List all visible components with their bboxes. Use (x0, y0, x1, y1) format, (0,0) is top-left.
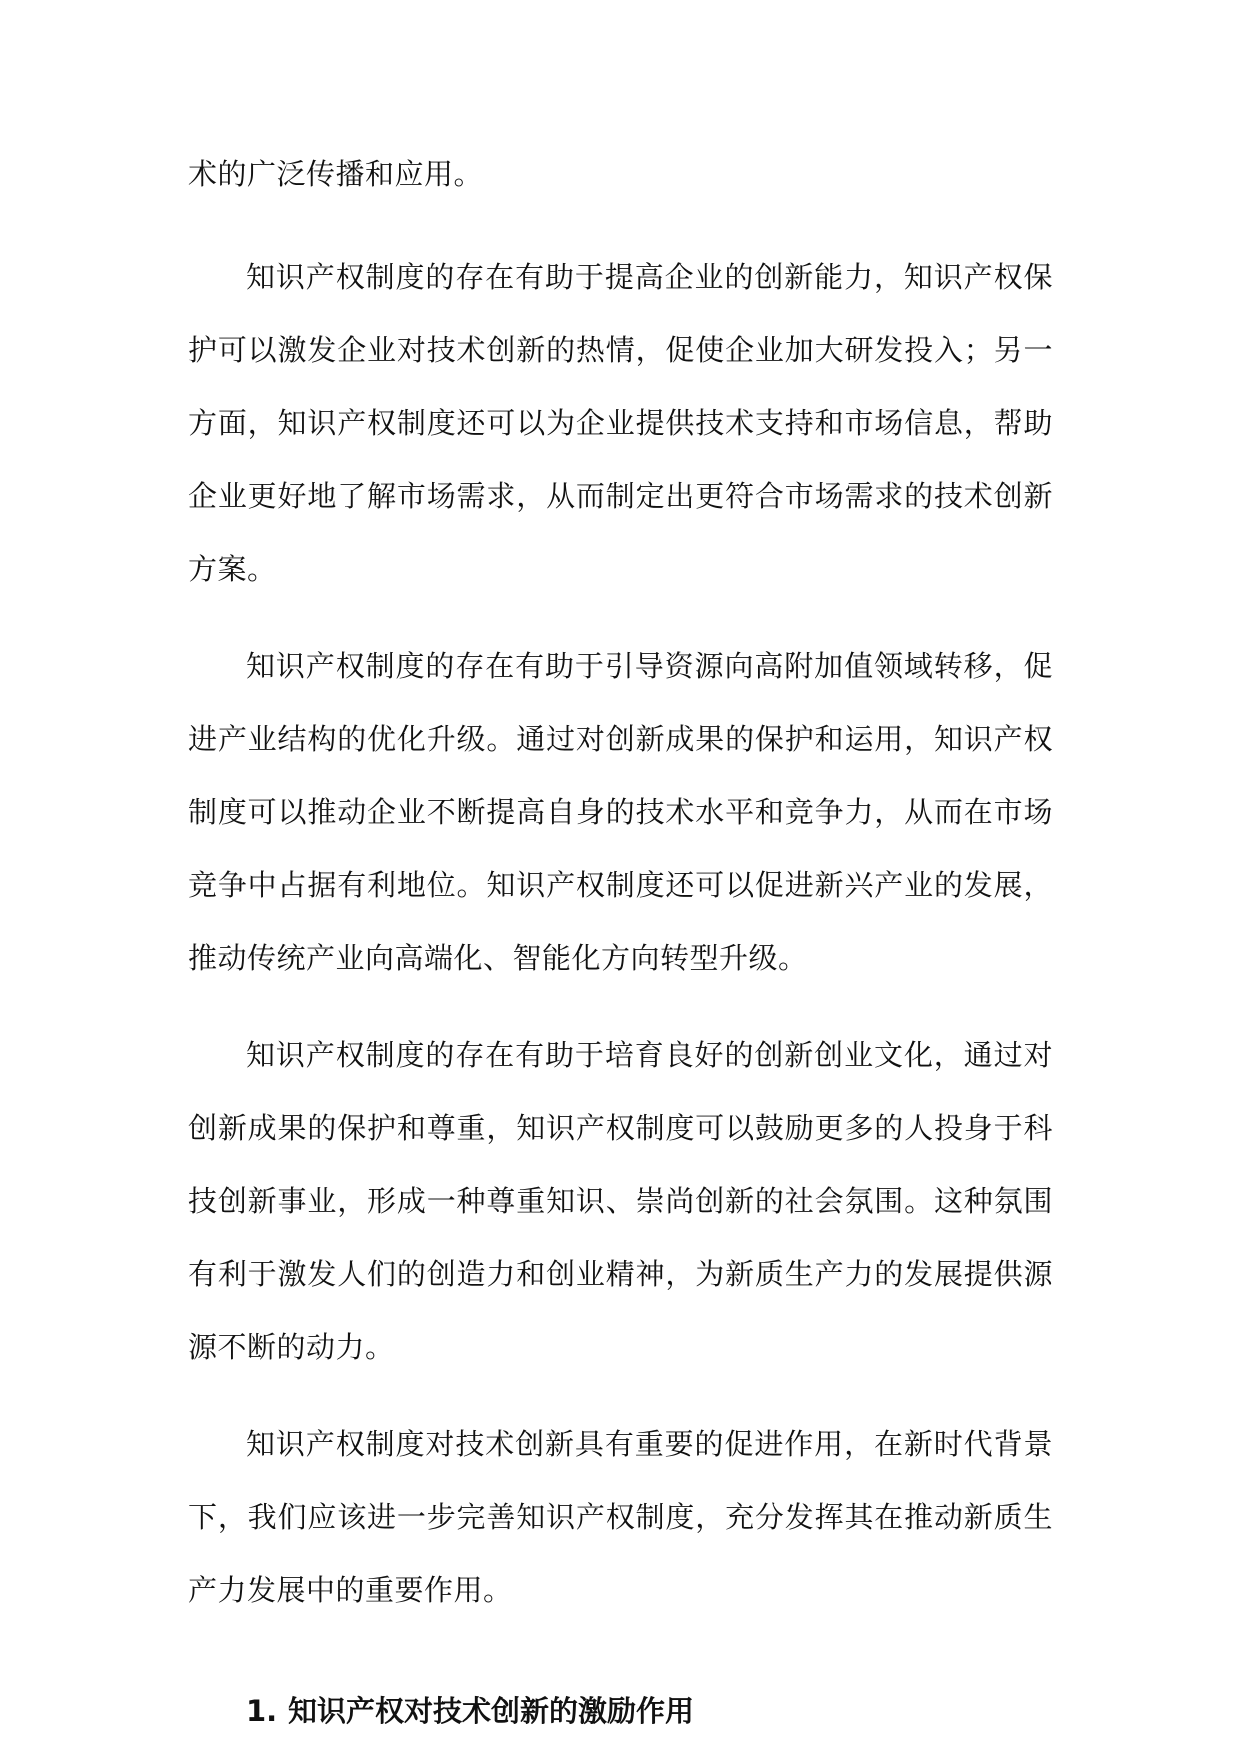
document-body (188, 138, 1053, 1731)
paragraph-continuation: 术的广泛传播和应用。 (188, 157, 484, 191)
paragraph-conclusion: 知识产权制度对技术创新具有重要的促进作用，在新时代背景下，我们应该进一步完善知识产权制度，充分发挥其在推动新质生产力发展中的重要作用。 (188, 1427, 1053, 1607)
paragraph-innovation-capability: 知识产权制度的存在有助于提高企业的创新能力，知识产权保护可以激发企业对技术创新的热情，促使企业加大研发投入；另一方面，知识产权制度还可以为企业提供技术支持和市场信息，帮助企业更好地了解市场需求，从而制定出更符合市场需求的技术创新方案。 (188, 260, 1053, 586)
section-heading (188, 1691, 1053, 1731)
paragraph-innovation-culture: 知识产权制度的存在有助于培育良好的创新创业文化，通过对创新成果的保护和尊重，知识产权制度可以鼓励更多的人投身于科技创新事业，形成一种尊重知识、崇尚创新的社会氛围。这种氛围有利于激发人们的创造力和创业精神，为新质生产力的发展提供源源不断的动力。 (188, 1038, 1053, 1364)
section-heading-number: 1. (246, 1694, 278, 1728)
paragraph-industrial-upgrading: 知识产权制度的存在有助于引导资源向高附加值领域转移，促进产业结构的优化升级。通过对创新成果的保护和运用，知识产权制度可以推动企业不断提高自身的技术水平和竞争力，从而在市场竞争中占据有利地位。知识产权制度还可以促进新兴产业的发展，推动传统产业向高端化、智能化方向转型升级。 (188, 649, 1053, 975)
section-heading-text: 知识产权对技术创新的激励作用 (288, 1694, 695, 1728)
